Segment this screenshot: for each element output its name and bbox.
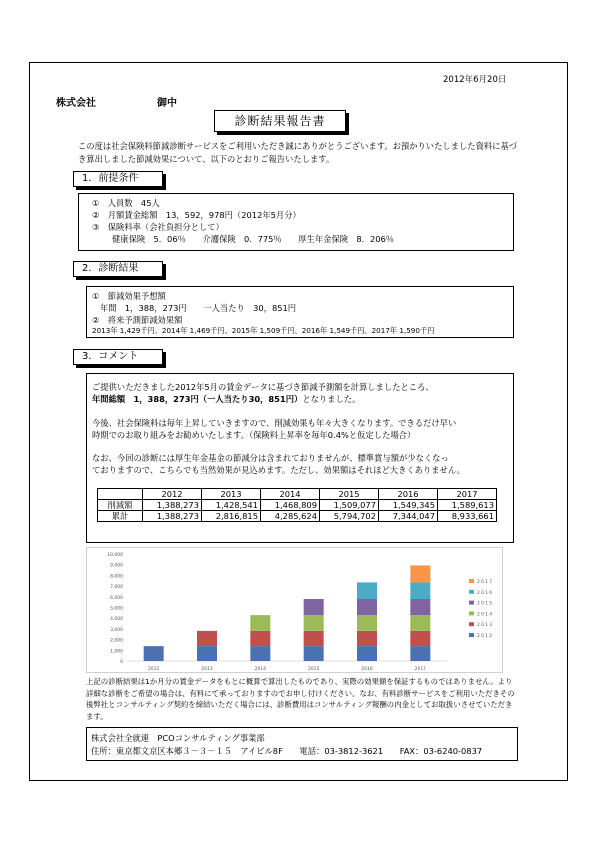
section-result-heading: 2．診断結果: [73, 261, 163, 277]
table-cell: 5,794,702: [320, 511, 379, 522]
bar-segment-2013: [250, 631, 270, 646]
x-tick-label: 2015: [307, 667, 320, 672]
savings-table: [97, 488, 497, 522]
bar-segment-2014: [357, 615, 377, 631]
bar-segment-2015: [357, 599, 377, 615]
comment-p2-line-b: 時期でのお取り組みをお勧めいたします。（保険料上昇率を毎年0.4%と仮定した場合）: [92, 430, 416, 440]
report-title: 診断結果報告書: [214, 110, 346, 132]
table-year-header: 2013: [202, 489, 261, 500]
x-tick-label: 2016: [361, 667, 373, 672]
table-cell: 1,509,077: [320, 500, 379, 511]
table-row: [98, 500, 497, 511]
y-tick-label: 10,000: [107, 553, 123, 558]
legend-label: 2017: [477, 580, 494, 585]
table-year-header: 2017: [438, 489, 497, 500]
table-cell: 1,388,273: [143, 511, 202, 522]
premise-line-2: ② 月額賃金総額 13，592，978円（2012年5月分）: [92, 210, 301, 220]
legend-swatch: [469, 590, 474, 594]
recipient-company: 株式会社: [56, 98, 96, 109]
bar-segment-2014: [410, 615, 430, 631]
contact-company: 株式会社全就連 PCOコンサルティング事業部: [91, 733, 265, 743]
result-line-3: ② 将来予測節減効果額: [92, 315, 183, 325]
bar-segment-2013: [410, 631, 430, 646]
premise-line-1: ① 人員数 45人: [92, 198, 160, 208]
y-tick-label: 3,000: [110, 627, 123, 633]
table-cell: 8,933,661: [438, 511, 497, 522]
section-premise-heading: 1．前提条件: [73, 171, 163, 187]
legend-label: 2012: [477, 634, 494, 639]
legend-swatch: [469, 633, 474, 637]
table-header-row: [98, 489, 497, 500]
section-comment-heading: 3．コメント: [73, 349, 163, 365]
bar-segment-2012: [197, 646, 217, 661]
y-tick-label: 2,000: [110, 638, 123, 644]
table-cell: 1,428,541: [202, 500, 261, 511]
bar-segment-2012: [410, 646, 430, 661]
table-cell: 4,285,624: [261, 511, 320, 522]
recipient-honorific: 御中: [157, 98, 177, 109]
bar-segment-2015: [304, 599, 324, 615]
table-cell: 1,388,273: [143, 500, 202, 511]
bar-segment-2014: [250, 615, 270, 631]
y-tick-label: 6,000: [110, 595, 123, 601]
comment-p2-line-a: 今後、社会保険料は毎年上昇していきますので、削減効果も年々大きくなります。できるだけ早い: [92, 418, 457, 428]
bar-segment-2013: [197, 631, 217, 646]
y-tick-label: 8,000: [110, 574, 123, 580]
footnote: 上記の診断結果は1か月分の賃金データをもとに概算で算出したものであり、実際の効果額を保証するものではありません。より詳細な診断をご希望の場合は、有料にて承っておりますのでお申し付けください。なお、有料診断サービスをご利用いただきその後弊社とコンサルティング契約を締結いただく場合には、診断費用はコンサルティング報酬の内金としてお取扱いさせていただきます。: [86, 677, 515, 721]
x-tick-label: 2013: [201, 667, 213, 672]
y-tick-label: 7,000: [110, 585, 123, 591]
table-cell: 1,468,809: [261, 500, 320, 511]
table-corner-cell: [98, 489, 143, 500]
y-tick-label: 1,000: [110, 649, 123, 655]
y-tick-label: 4,000: [110, 617, 123, 623]
contact-box: [86, 727, 518, 761]
result-line-4: 2013年 1,429千円、2014年 1,469千円、2015年 1,509千円、2016年 1,549千円、2017年 1,590千円: [92, 326, 435, 335]
legend-swatch: [469, 601, 474, 605]
legend-swatch: [469, 611, 474, 615]
bar-segment-2012: [357, 646, 377, 661]
legend-label: 2015: [477, 601, 494, 607]
table-row-label: 累計: [98, 511, 143, 522]
intro-text: この度は社会保険料節減診断サービスをご利用いただき誠にありがとうございます。お預かりいたしました資料に基づき算出しました節減効果について、以下のとおりご報告いたします。: [78, 141, 518, 164]
savings-chart: [86, 547, 503, 673]
x-tick-label: 2017: [414, 667, 427, 672]
table-row-label: 削減額: [98, 500, 143, 511]
table-cell: 1,589,613: [438, 500, 497, 511]
comment-p1-highlight: 年間総額 1，388，273円（一人当たり30，851円）: [92, 394, 303, 404]
bar-segment-2013: [357, 631, 377, 646]
table-year-header: 2016: [379, 489, 438, 500]
table-year-header: 2015: [320, 489, 379, 500]
contact-address: 住所：東京都文京区本郷３－３－１５ アイビル8F 電話：03-3812-3621 FAX：03-6240-0837: [91, 746, 483, 756]
bar-segment-2016: [410, 582, 430, 599]
table-row: [98, 511, 497, 522]
bar-segment-2013: [304, 631, 324, 646]
savings-chart-svg: [87, 548, 502, 672]
bar-segment-2015: [410, 599, 430, 615]
bar-segment-2014: [304, 615, 324, 631]
premise-line-3: ③ 保険料率（会社負担分として）: [92, 222, 224, 232]
result-line-2: 年間 1，388，273円 一人当たり 30，851円: [100, 303, 297, 313]
table-cell: 2,816,815: [202, 511, 261, 522]
legend-swatch: [469, 579, 474, 583]
table-year-header: 2012: [143, 489, 202, 500]
y-tick-label: 5,000: [110, 606, 123, 612]
legend-label: 2014: [477, 612, 494, 618]
table-cell: 7,344,047: [379, 511, 438, 522]
comment-p1-line-a: ご提供いただきました2012年5月の賃金データに基づき節減予測額を計算しましたところ、: [92, 382, 434, 392]
comment-p3-line-a: なお、今回の診断には厚生年金基金の節減分は含まれておりませんが、標準賞与額が少なくなっ: [92, 453, 449, 463]
bar-segment-2012: [250, 646, 270, 661]
x-tick-label: 2012: [147, 667, 160, 672]
comment-p1-line-c: となりました。: [302, 394, 361, 404]
table-year-header: 2014: [261, 489, 320, 500]
result-line-1: ① 節減効果予想額: [92, 291, 166, 301]
bar-segment-2016: [357, 582, 377, 599]
legend-label: 2016: [477, 590, 494, 596]
premise-line-4: 健康保険 5．06％ 介護保険 0．775％ 厚生年金保険 8．206％: [112, 234, 395, 244]
legend-label: 2013: [477, 623, 494, 629]
y-tick-label: 0: [120, 660, 123, 665]
table-cell: 1,549,345: [379, 500, 438, 511]
bar-segment-2012: [304, 646, 324, 661]
legend-swatch: [469, 622, 474, 626]
bar-segment-2012: [144, 646, 164, 661]
comment-p3-line-b: ておりますので、こちらでも当然効果が見込めます。ただし、効果額はそれほど大きくありません。: [92, 465, 465, 475]
y-tick-label: 9,000: [110, 563, 123, 569]
bar-segment-2017: [410, 565, 430, 582]
x-tick-label: 2014: [254, 667, 267, 672]
report-date: 2012年6月20日: [443, 75, 507, 85]
